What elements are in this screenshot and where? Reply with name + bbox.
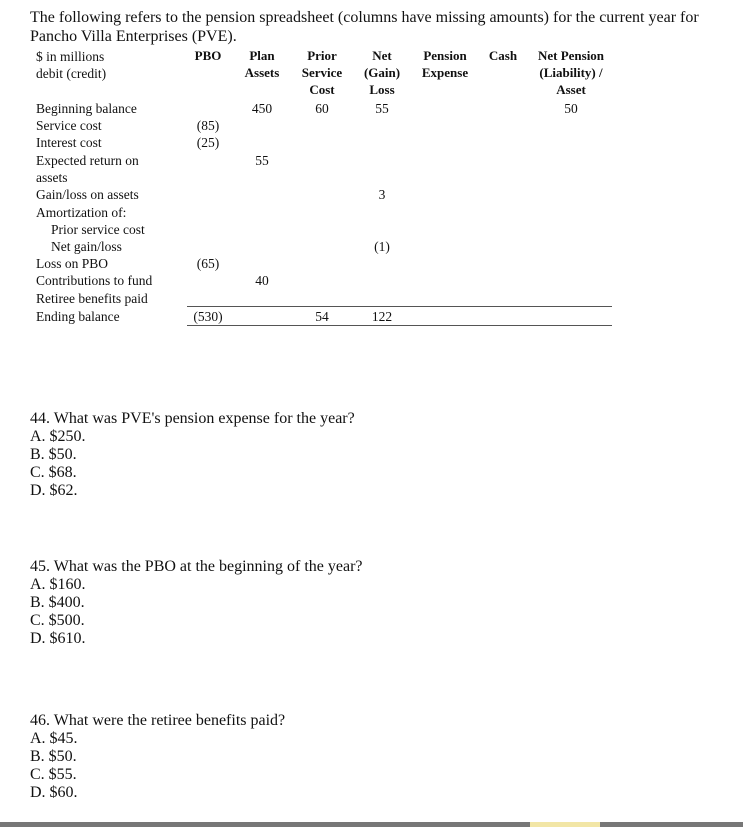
header-plan-assets-1: Plan xyxy=(249,48,275,63)
bottom-bar-highlight xyxy=(530,822,600,827)
question-44 xyxy=(30,410,355,500)
answer-option: A. $160. xyxy=(30,576,86,593)
question-text: 45. What was the PBO at the beginning of the year? xyxy=(30,558,363,575)
answer-option: A. $250. xyxy=(30,428,86,445)
answer-option: D. $62. xyxy=(30,482,78,499)
service-cost-pbo: (85) xyxy=(196,118,220,133)
header-plan-assets-2: Assets xyxy=(244,65,280,80)
expected-return-plan-assets: 55 xyxy=(255,153,269,168)
answer-option: C. $500. xyxy=(30,612,85,629)
intro-text: The following refers to the pension spreadsheet (columns have missing amounts) for the current year for Pancho Villa Enterprises (PVE). xyxy=(30,9,699,45)
answer-option: D. $610. xyxy=(30,630,86,647)
row-expected-return-label-2: assets xyxy=(36,170,68,185)
row-prior-service-label: Prior service cost xyxy=(51,222,145,237)
header-prior-service-1: Prior xyxy=(307,48,337,63)
question-text: 46. What were the retiree benefits paid? xyxy=(30,712,286,729)
contributions-plan-assets: 40 xyxy=(255,273,269,288)
answer-option: D. $60. xyxy=(30,784,78,801)
header-net-pension-3: Asset xyxy=(556,82,586,97)
bottom-scrollbar[interactable] xyxy=(0,822,743,827)
row-beginning-balance-label: Beginning balance xyxy=(36,101,137,116)
header-pension-expense-1: Pension xyxy=(423,48,467,63)
header-net-loss-2: (Gain) xyxy=(363,65,401,80)
answer-option: B. $50. xyxy=(30,748,77,765)
ending-pbo: (530) xyxy=(193,309,223,324)
row-interest-cost-label: Interest cost xyxy=(36,135,102,150)
header-net-loss-3: Loss xyxy=(369,82,395,97)
header-net-pension-1: Net Pension xyxy=(537,48,605,63)
question-45 xyxy=(30,558,363,648)
gain-loss-assets-net-loss: 3 xyxy=(378,187,386,202)
header-net-loss-1: Net xyxy=(372,48,392,63)
header-prior-service-2: Service xyxy=(301,65,343,80)
row-ending-balance-label: Ending balance xyxy=(36,309,120,324)
units-label-debit: debit (credit) xyxy=(36,66,107,81)
row-expected-return-label: Expected return on xyxy=(36,153,139,168)
ending-prior-service: 54 xyxy=(315,309,329,324)
question-46 xyxy=(30,712,285,802)
row-net-gain-loss-label: Net gain/loss xyxy=(51,239,122,254)
total-rule-top xyxy=(187,306,612,307)
answer-option: B. $50. xyxy=(30,446,77,463)
question-text: 44. What was PVE's pension expense for the year? xyxy=(30,410,355,427)
net-gain-loss-net-loss: (1) xyxy=(374,239,390,254)
row-loss-on-pbo-label: Loss on PBO xyxy=(36,256,109,271)
answer-option: B. $400. xyxy=(30,594,85,611)
units-label: $ in millions xyxy=(36,49,105,64)
answer-option: A. $45. xyxy=(30,730,78,747)
header-prior-service-3: Cost xyxy=(309,82,335,97)
header-pbo: PBO xyxy=(194,48,222,63)
ending-net-loss: 122 xyxy=(371,309,393,324)
row-gain-loss-assets-label: Gain/loss on assets xyxy=(36,187,139,202)
row-contributions-label: Contributions to fund xyxy=(36,273,153,288)
beginning-net-pension: 50 xyxy=(564,101,578,116)
header-net-pension-2: (Liability) / xyxy=(539,65,603,80)
beginning-prior-service: 60 xyxy=(315,101,329,116)
header-cash: Cash xyxy=(488,48,518,63)
row-service-cost-label: Service cost xyxy=(36,118,102,133)
header-pension-expense-2: Expense xyxy=(421,65,469,80)
beginning-plan-assets: 450 xyxy=(251,101,273,116)
interest-cost-pbo: (25) xyxy=(196,135,220,150)
answer-option: C. $68. xyxy=(30,464,77,481)
row-amortization-label: Amortization of: xyxy=(36,205,127,220)
answer-option: C. $55. xyxy=(30,766,77,783)
beginning-net-loss: 55 xyxy=(375,101,389,116)
total-rule-bottom xyxy=(187,325,612,326)
loss-on-pbo-pbo: (65) xyxy=(196,256,220,271)
row-retiree-benefits-label: Retiree benefits paid xyxy=(36,291,148,306)
